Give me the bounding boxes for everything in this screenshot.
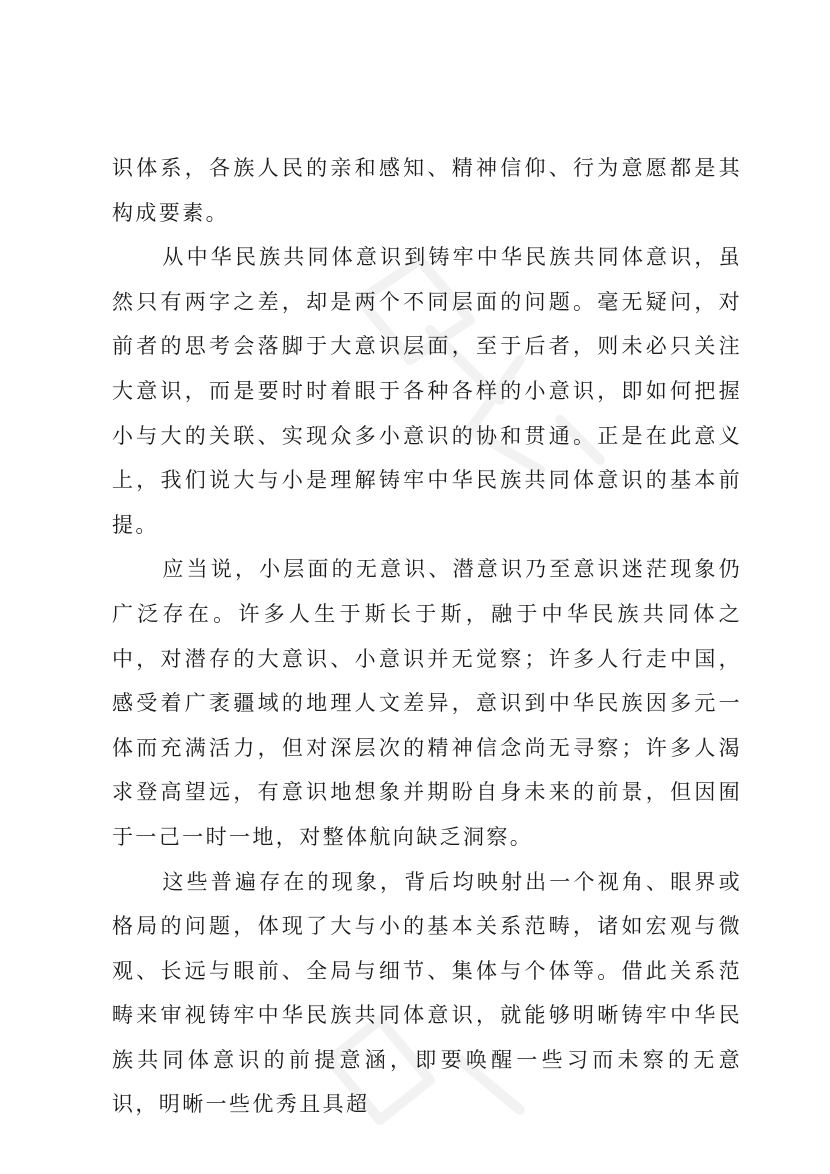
- paragraph-2: 从中华民族共同体意识到铸牢中华民族共同体意识，虽然只有两字之差，却是两个不同层面的问题。毫无疑问，对前者的思考会落脚于大意识层面，至于后者，则未必只关注大意识，而是要时时着眼于各种各样的小意识，即如何把握小与大的关联、实现众多小意识的协和贯通。正是在此意义上，我们说大与小是理解铸牢中华民族共同体意识的基本前提。: [112, 245, 742, 537]
- paragraph-4: 这些普遍存在的现象，背后均映射出一个视角、眼界或格局的问题，体现了大与小的基本关系范畴，诸如宏观与微观、长远与眼前、全局与细节、集体与个体等。借此关系范畴来审视铸牢中华民族共同体意识，就能够明晰铸牢中华民族共同体意识的前提意涵，即要唤醒一些习而未察的无意识，明晰一些优秀且具超: [112, 869, 742, 1117]
- body-text: [112, 146, 742, 1127]
- paragraph-3: 应当说，小层面的无意识、潜意识乃至意识迷茫现象仍广泛存在。许多人生于斯长于斯，融于中华民族共同体之中，对潜存的大意识、小意识并无觉察；许多人行走中国，感受着广袤疆域的地理人文差异，意识到中华民族因多元一体而充满活力，但对深层次的精神信念尚无寻察；许多人渴求登高望远，有意识地想象并期盼自身未来的前景，但因囿于一己一时一地，对整体航向缺乏洞察。: [112, 557, 742, 849]
- paragraph-1: 识体系，各族人民的亲和感知、精神信仰、行为意愿都是其构成要素。: [112, 156, 742, 225]
